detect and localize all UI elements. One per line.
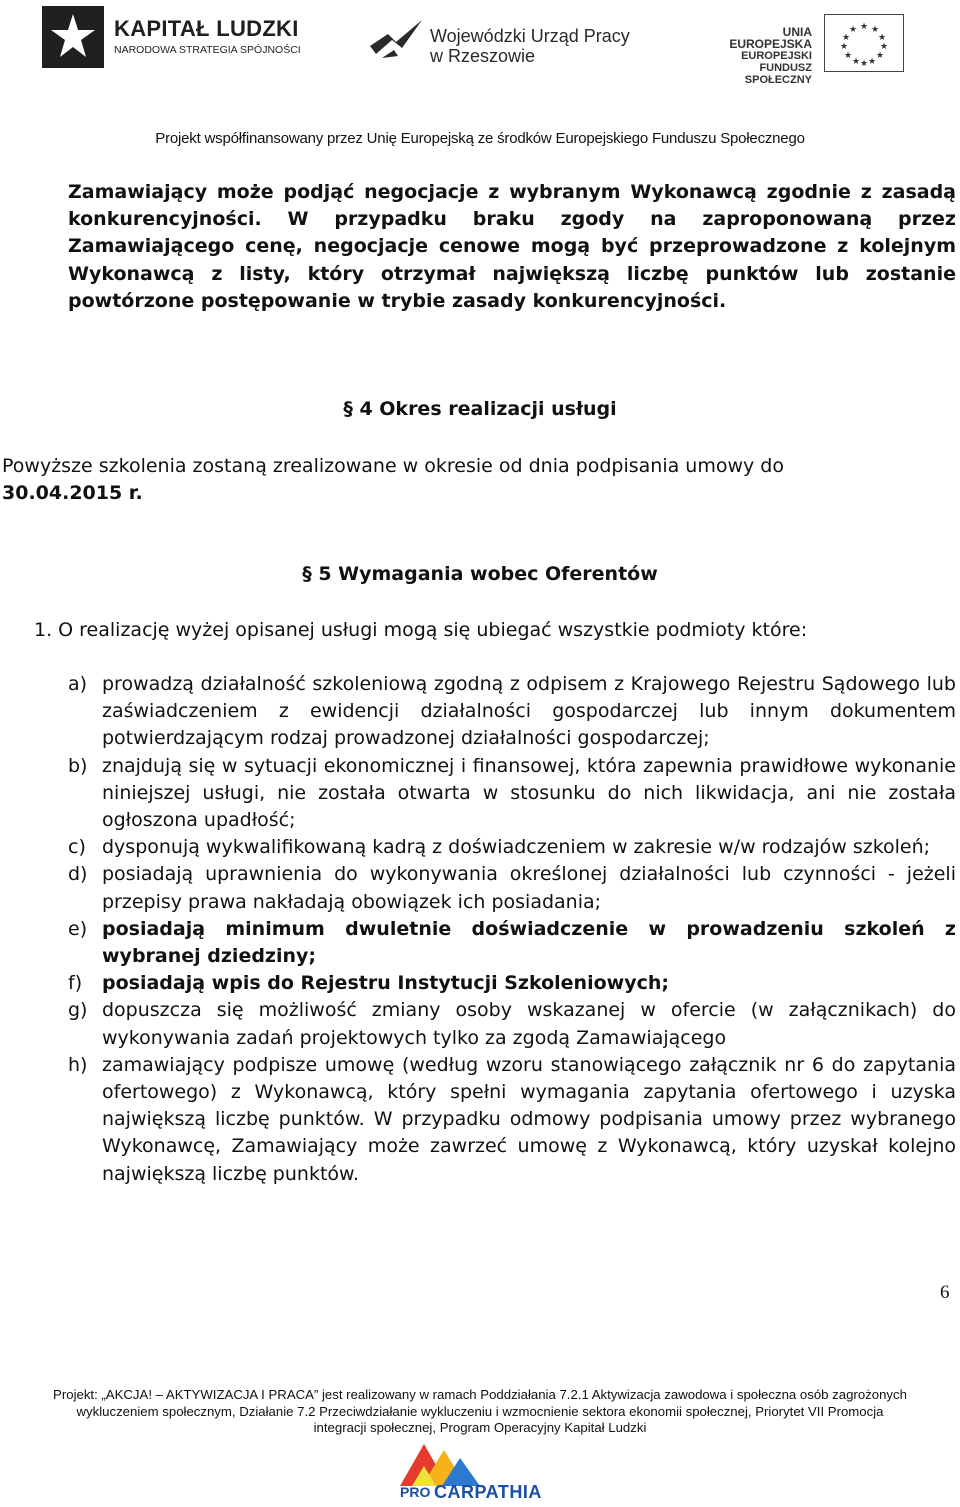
eu-logo-line1: UNIA EUROPEJSKA (729, 25, 812, 51)
eu-flag-icon (824, 14, 904, 72)
requirements-list (68, 671, 956, 1188)
section-5-intro: 1. O realizację wyżej opisanej usługi mogą się ubiegać wszystkie podmioty które: (34, 619, 808, 641)
section-4-text (0, 453, 958, 507)
wup-rzeszow-logo (368, 10, 638, 80)
svg-text:★: ★ (877, 32, 887, 42)
list-item-text: posiadają minimum dwuletnie doświadczenie w prowadzeniu szkoleń z wybranej dziedziny; (102, 917, 956, 968)
eu-efs-logo (702, 12, 922, 86)
project-footer (0, 1387, 960, 1437)
header-logos (0, 6, 960, 116)
wup-bird-icon (368, 16, 424, 62)
svg-text:★: ★ (870, 24, 880, 34)
list-item (68, 970, 956, 997)
svg-text:★: ★ (843, 50, 853, 60)
svg-text:★: ★ (859, 58, 869, 68)
svg-text:★: ★ (859, 21, 869, 31)
svg-text:★: ★ (851, 56, 861, 66)
logo-mid-line2: w Rzeszowie (430, 46, 536, 66)
kapital-ludzki-logo (42, 6, 312, 96)
list-item (68, 753, 956, 835)
list-item-text: posiadają wpis do Rejestru Instytucji Szkoleniowych; (102, 972, 669, 995)
list-item-marker: a) (68, 673, 88, 695)
logo-mid-line1: Wojewódzki Urząd Pracy (430, 26, 630, 46)
procarpathia-logo (394, 1438, 564, 1502)
svg-text:★: ★ (879, 41, 889, 51)
list-item-marker: e) (68, 917, 88, 940)
svg-text:★: ★ (867, 56, 877, 66)
list-item-text: znajdują się w sytuacji ekonomicznej i finansowej, która zapewnia prawidłowe wykonanie niniejszej usługi, nie została otwarta w stosunku do nich likwidacja, ani nie została ogłoszona upadłość; (102, 754, 956, 832)
cofinancing-note: Projekt współfinansowany przez Unię Europejską ze środków Europejskiego Funduszu Społecznego (155, 130, 805, 147)
svg-text:★: ★ (839, 41, 849, 51)
list-item-marker: f) (68, 972, 83, 995)
logo-left-subtitle: NARODOWA STRATEGIA SPÓJNOŚCI (114, 44, 301, 56)
footer-line2: wykluczeniem społecznym, Działanie 7.2 Przeciwdziałanie wykluczeniu i wzmocnienie sektora ekonomii społecznej, Priorytet VII Promocja (76, 1403, 884, 1419)
negotiation-paragraph: Zamawiający może podjąć negocjacje z wybranym Wykonawcą zgodnie z zasadą konkurencyjności. W przypadku braku zgody na zaproponowaną przez Zamawiającego cenę, negocjacje cenowe mogą być przeprowadzone z kolejnym Wykonawcą z listy, który otrzymał największą liczbę punktów lub zostanie powtórzone postępowanie w trybie zasady konkurencyjności. (68, 181, 956, 312)
list-item-text: dopuszcza się możliwość zmiany osoby wskazanej w ofercie (w załącznikach) do wykonywania zadań projektowych tylko za zgodą Zamawiającego (102, 999, 956, 1049)
list-item-marker: h) (68, 1053, 88, 1076)
section-5-heading: § 5 Wymagania wobec Oferentów (302, 563, 658, 585)
logo-left-title: KAPITAŁ LUDZKI (114, 16, 299, 41)
logo-pro-text: PRO (400, 1484, 431, 1500)
eu-logo-line3: FUNDUSZ SPOŁECZNY (744, 62, 812, 86)
svg-text:★: ★ (841, 32, 851, 42)
footer-line3: integracji społecznej, Program Operacyjny Kapitał Ludzki (313, 1420, 647, 1435)
svg-text:★: ★ (848, 24, 858, 34)
list-item-marker: d) (68, 863, 88, 886)
list-item-text: prowadzą działalność szkoleniową zgodną z odpisem z Krajowego Rejestru Sądowego lub zaświadczeniem z ewidencji działalności gospodarczej lub innym dokumentem potwierdzającym rodzaj prowadzonej działalności gospodarczej; (102, 673, 956, 750)
list-item (68, 834, 956, 861)
list-item-text: dysponują wykwalifikowaną kadrą z doświadczeniem w zakresie w/w rodzajów szkoleń; (102, 836, 931, 859)
list-item (68, 671, 956, 753)
footer-line1: Projekt: „AKCJA! – AKTYWIZACJA I PRACA” jest realizowany w ramach Poddziałania 7.2.1 Aktywizacja zawodowa i społeczna osób zagrożonych (53, 1387, 907, 1402)
list-item-text: posiadają uprawnienia do wykonywania określonej działalności lub czynności - jeżeli przepisy prawa nakładają obowiązek ich posiadania; (102, 863, 956, 913)
page-number: 6 (940, 1282, 950, 1303)
logo-carpathia-text: CARPATHIA (434, 1482, 542, 1502)
list-item (68, 997, 956, 1051)
list-item (68, 1052, 956, 1188)
section-4-heading: § 4 Okres realizacji usługi (343, 398, 617, 420)
list-item-marker: b) (68, 754, 88, 777)
section-4-date: 30.04.2015 r. (2, 482, 143, 505)
list-item (68, 861, 956, 915)
list-item (68, 916, 956, 970)
list-item-marker: c) (68, 836, 86, 859)
section-4-sentence: Powyższe szkolenia zostaną zrealizowane w okresie od dnia podpisania umowy do (2, 455, 784, 477)
procarpathia-mountain-icon (394, 1440, 486, 1486)
eu-logo-line2: EUROPEJSKI (741, 50, 812, 62)
list-item-text: zamawiający podpisze umowę (według wzoru stanowiącego załącznik nr 6 do zapytania ofertowego) z Wykonawcą, który spełni wymagania zapytania ofertowego i uzyska największą liczbę punktów. W przypadku odmowy podpisania umowy przez wybranego Wykonawcę, Zamawiający może zawrzeć umowę z Wykonawcą, który uzyskał kolejno największą liczbę punktów. (102, 1053, 956, 1185)
kapital-ludzki-emblem-icon (42, 6, 104, 68)
eu-logo-text (712, 26, 812, 86)
svg-text:★: ★ (875, 50, 885, 60)
list-item-marker: g) (68, 999, 88, 1022)
